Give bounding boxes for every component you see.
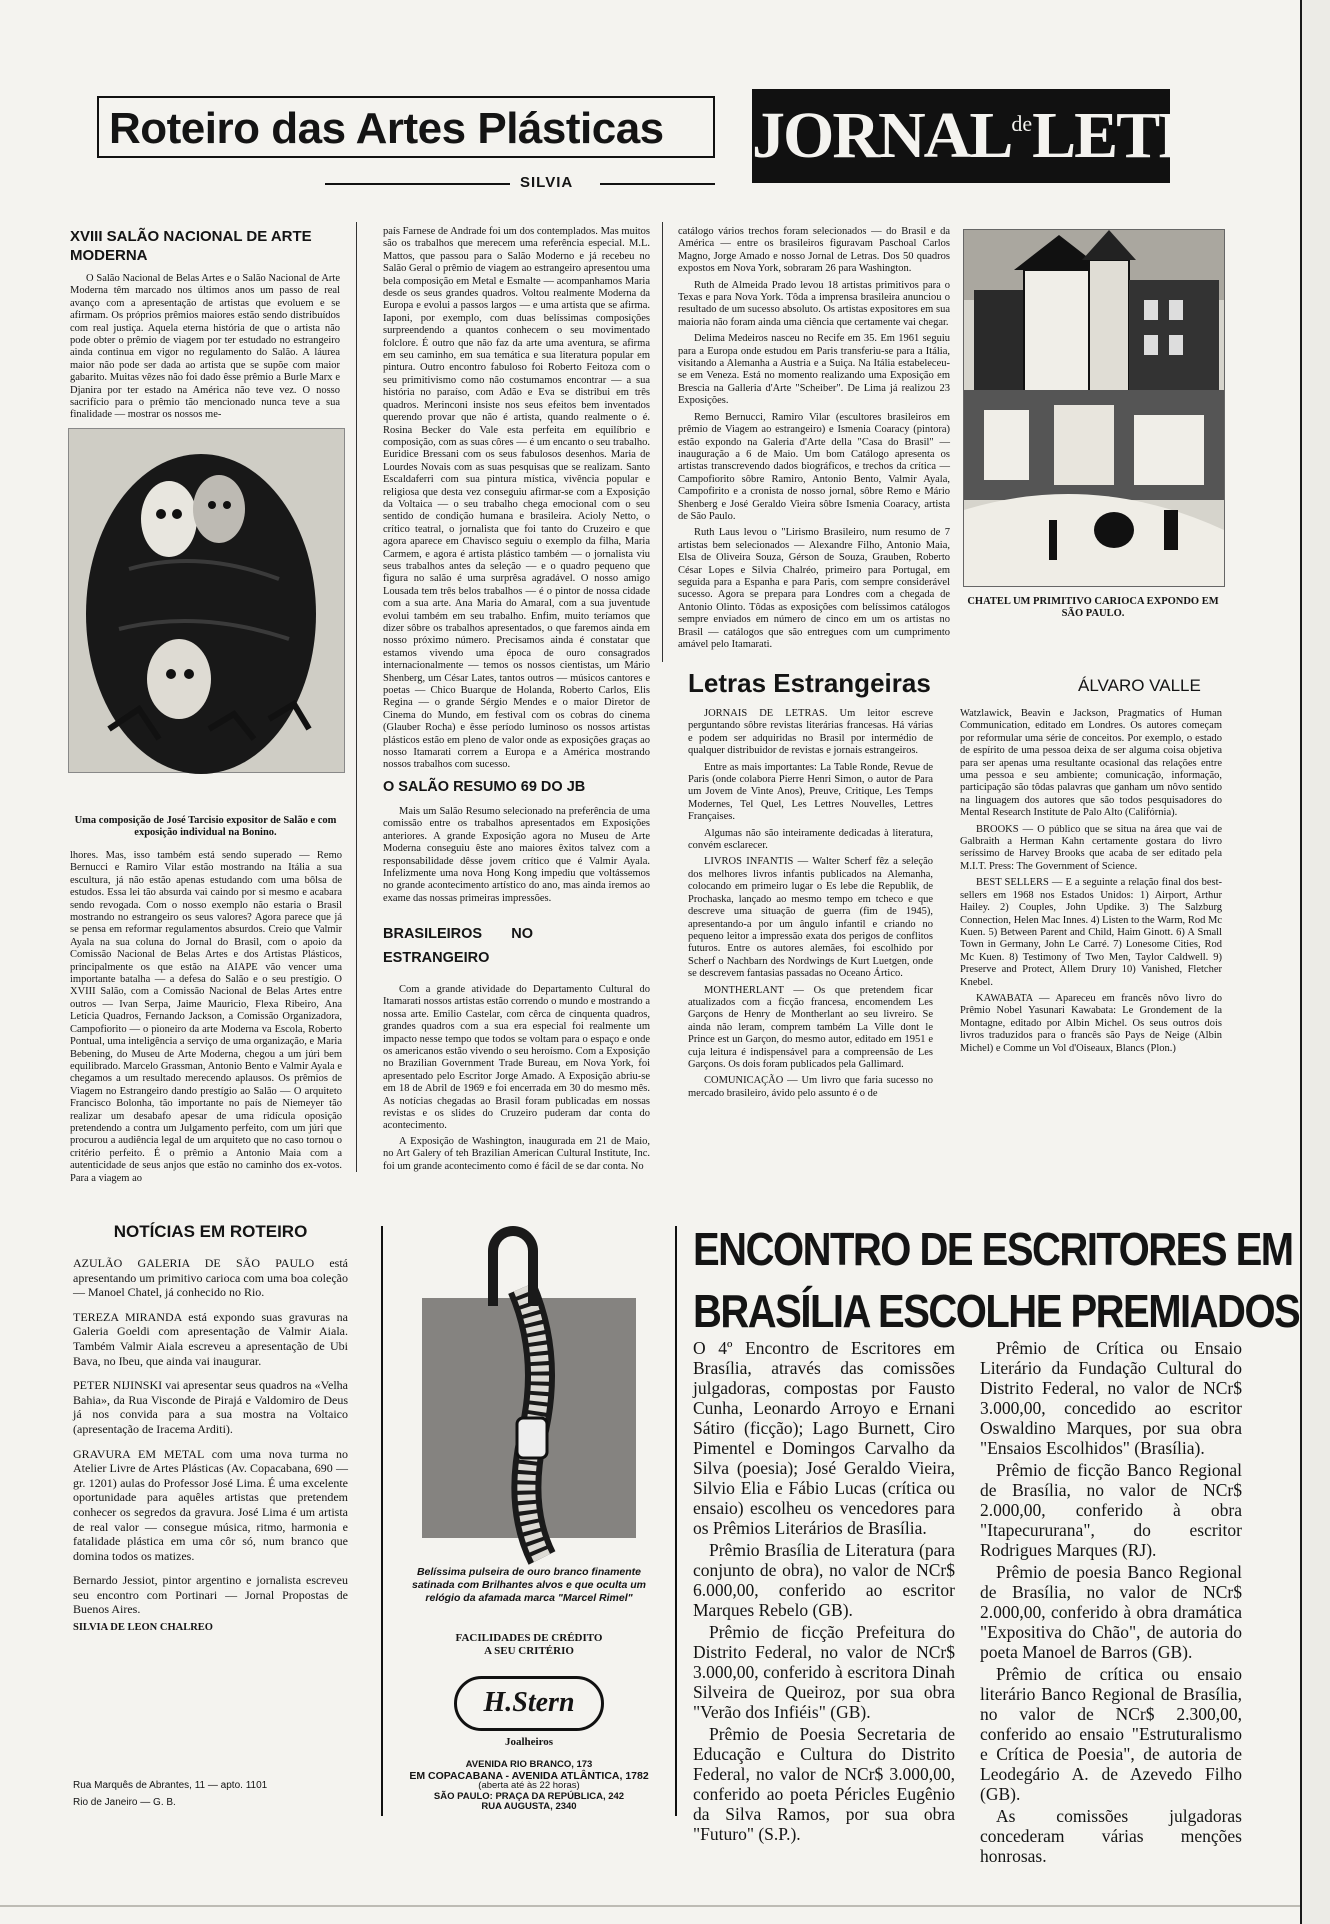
masthead-jornal: JORNAL [752, 99, 1012, 172]
letras-right [960, 708, 1222, 1174]
byline: SILVIA [520, 174, 574, 191]
letras-title: Letras Estrangeiras [688, 668, 931, 698]
col3-p5: Ruth Laus levou o "Lirismo Brasileiro, num resumo de 7 artistas bem selecionados — Alexandre Filho, Antonio Maia, Elsa de Oliveira Souza, Gérson de Souza, Grauben, Roberto César Lopes e Silvia Chalréo, primeiro para Portugal, em seguida para a Espanha e para Paris, com sempre considerável sucesso. Agora se prepara para Londres com a chegada de Antonio Olinto. Tôdas as exposições com belíssimos catálogos sempre enviados em número de cinco em um os artistas no Brasil — catálogos que são entregues com um cumprimento amável pelo Itamarati. [678, 527, 950, 650]
col1-bottom [70, 850, 342, 1184]
col3-p3: Delima Medeiros nasceu no Recife em 35. Em 1961 seguiu para a Europa onde estudou em Paris transferiu-se para a Itália, visitando a Alemanha a Austria e a Suiça. Na Itália estabeleceu-se em Veneza. Está no momento realizando uma Exposição em Brescia na Galleria d'Arte "Scheiber". De Lima já realizou 23 Exposições. [678, 333, 950, 407]
col1-top [70, 227, 340, 425]
bracelet-top-icon [488, 1226, 538, 1306]
hstern-sub: Joalheiros [504, 1736, 554, 1748]
byline-rule-left [325, 183, 510, 185]
resumo-headline: O SALÃO RESUMO 69 DO JB [383, 779, 586, 795]
encontro-left [693, 1338, 955, 1844]
noticias-signature: SILVIA DE LEON CHALREO [73, 1622, 213, 1634]
section-title: Roteiro das Artes Plásticas [109, 104, 664, 153]
noticias-section [73, 1222, 348, 1808]
encontro-left-p1: O 4º Encontro de Escritores em Brasília, através das comissões julgadoras, compostas por Fausto Cunha, Leonardo Arroyo e Ernani Sátiro (ficção); Lago Burnett, Ciro Pimentel e Domingos Carvalho da Silva (poesia); José Geraldo Vieira, Silvio Elia e Fábio Lucas (crítica ou ensaio) escolheu os vencedores para os Prêmios Literários de Brasília. [693, 1338, 955, 1538]
noticias-item-2: TEREZA MIRANDA está expondo suas gravuras na Galeria Goeldi com apresentação de Valmir Aiala. Também Valmir Aiala escreveu a apresentação de Ubi Bava, no Ibeu, que ainda vai inaugurar. [73, 1309, 348, 1368]
encontro-right-p5: As comissões julgadoras concederam várias menções honrosas. [980, 1806, 1242, 1866]
letras-left-p6: COMUNICAÇÃO — Um livro que faria sucesso no mercado brasileiro, ávido pelo assunto é o de [688, 1075, 933, 1099]
col2-p4: A Exposição de Washington, inaugurada em 21 de Maio, no Art Galery of teh Brazilian American Cultural Institute, Inc. foi um grande acontecimento como é fácil de se dar conta. No [383, 1136, 650, 1172]
chatel-image [963, 229, 1225, 587]
hstern-brand: H.Stern [483, 1687, 575, 1718]
ad-addr-1: AVENIDA RIO BRANCO, 173 [465, 1759, 593, 1770]
letras-section [688, 668, 1228, 1174]
letras-left [688, 708, 933, 1174]
noticias-title: NOTÍCIAS EM ROTEIRO [113, 1222, 308, 1241]
salao-p1: O Salão Nacional de Belas Artes e o Salão Nacional de Arte Moderna têm marcado nos últimos anos um passo de real avanço com a apresentação de artistas que evoluem e se afirmam. Os próprios prêmios maiores estão sendo distribuídos com real justiça. Aquela eterna história de que o artista não pode obter o prêmio de viagem por ter estudado no estrangeiro ainda continua em vigor no regulamento do Salão. A láurea maior não pode ser dada ao artista que se supõe com maior gabarito. Muitas vêzes não foi dado êsse prêmio a Burle Marx e Djanira por ter estado na América não teve vez. O nosso sacrifício para o prêmio tão mencionado nunca teve a sua finalidade — mostrar os nossos me- [70, 273, 340, 421]
encontro-right-p1: Prêmio de Crítica ou Ensaio Literário da Fundação Cultural do Distrito Federal, no valor de NCr$ 3.000,00, concedido ao escritor Oswaldino Marques, por sua obra "Ensaios Escolhidos" (Brasília). [980, 1338, 1242, 1458]
ad-addr-4: SÃO PAULO: PRAÇA DA REPÚBLICA, 242 [433, 1790, 625, 1802]
hstern-logo [454, 1676, 604, 1731]
ad-addr-2: EM COPACABANA - AVENIDA ATLÂNTICA, 1782 [409, 1769, 649, 1782]
bracelet-watch-icon [422, 1298, 636, 1538]
col3-p2: Ruth de Almeida Prado levou 18 artistas primitivos para o Texas e para Nova York. Tôda a imprensa brasileira anunciou o resultado de um sucesso absoluto. Os artistas expositores em sua maioria não foram ainda uma ciência que certamente vai chegar. [678, 279, 950, 328]
letras-right-p4: KAWABATA — Apareceu em francês nôvo livro do Prêmio Nobel Yasunari Kawabata: Le Grondement de la Montagne, editado por Albin Michel. Os seus outros dois livros traduzidos para o francês são Pays de Neige (Albin Michel) e Comme un Vol d'Oiseaux, Blancs (Plon.) [960, 992, 1222, 1054]
ad-credit-1: FACILIDADES DE CRÉDITO [455, 1632, 603, 1644]
encontro-headline-1: ENCONTRO DE ESCRITORES EM [693, 1224, 1293, 1276]
salao-intro [70, 273, 340, 421]
col2 [383, 226, 650, 1192]
byline-rule-right [600, 183, 715, 185]
tarcisio-artwork [69, 429, 344, 772]
masthead-de: de [1011, 111, 1033, 136]
noticias-item-3: PETER NIJINSKI vai apresentar seus quadros na «Velha Bahia», da Rua Visconde de Pirajá e Valdomiro de Deus já nos convida para a sua mostra na Voltaico (apresentação de Iracema Arditi). [73, 1378, 348, 1436]
tarcisio-image [68, 428, 345, 773]
col2-p1: país Farnese de Andrade foi um dos contemplados. Mas muitos são os trabalhos que merecem uma referência especial. M.L. Mattos, que passou para o Salão Moderno e já recebeu no Salão Geral o prêmio de viagem ao estrangeiro apresentou uma bela composição em Metal e Esmalte — acompanhamos Maria desde os seus grandes quadros. Voltou realmente Moderna da Europa e evolui a passos largos — e uma artista que se afirma. Iaponi, por exemplo, com duas belíssimas composições surpreendendo a quantos conhecem o seu movimentado folclore. É outro que não faz da arte uma aventura, se afirma em seu caminho, em sua temática e sua literatura popular em pintura. Outro encontro fabuloso foi Roberto Feitoza com o seu primitivismo como não costumamos encontrar — a sua história no paraíso, com Adão e Eva se distribui em três quadros. Merinconi insiste nos seus efeitos bem inventados querendo provar que não é artista, quando realmente o é. Rosina Becker do Vale esta perfeita em equilíbrio e composição, com as suas côres — é um encanto o seu trabalho. Euridice Bressani com os seus fabulosos desenhos. Maria de Lourdes Novais com as suas pesquisas que se realizam. Santo Escaldaferri com sua pintura mística, vivência popular e religiosa que desta vez conseguiu afirmar-se com a Exposição da Voltaica — o seu trabalho chega emocional com o seu sentido de condição humana e brasileira. Acioly Netto, o crítico teatral, o jornalista que foi tanto do Cruzeiro e que agora aparece em Chavisco seguiu o exemplo da filha, Maria Carmem, e agora é artista plástico também — o jornalista viu seus trabalhos antes da seleção — e o quadro pequeno que figura no salão é uma surprêsa agradável. O nosso amigo Lousada tem três belos trabalhos — é o pintor de nossa cidade com a sua arte. Ana Maria do Amaral, com a sua juventude evolui também em seu trabalho. Enfim, muito teríamos que dizer sôbre os trabalhos apresentados, o que faremos ainda em nosso próximo número. Precisamos ainda é constatar que estamos vivendo uma época de ouro consagrados internacionalmente — temos os nossos cientistas, um Mário Shenberg, um César Lates, tantos outros — músicos cantores e poetas — Chico Buarque de Holanda, Roberto Carlos, Elis Regina — o grande Sérgio Mendes e o maior Diretor de Cinema do Mundo, em festival com os cobras do cinema (Glauber Rocha) e êsse período luminoso os nossos artistas plásticos estão em pleno de valor onde as exposições graças ao nosso Itamarati correm a Europa e a América mostrando nossos trabalhos com sucesso. [383, 226, 650, 771]
ad-text-2: satinada com Brilhantes alvos e que oculta um [412, 1579, 646, 1591]
noticias-item-1: AZULÃO GALERIA DE SÃO PAULO está apresentando um primitivo carioca com uma boa coleção — Manoel Chatel, já conhecido no Rio. [73, 1256, 348, 1300]
encontro-left-p4: Prêmio de Poesia Secretaria de Educação e Cultura do Distrito Federal, no valor de NCr$ 3.000,00, conferido ao poeta Péricles Eugênio da Silva Ramos, por sua obra "Futuro" (S.P.). [693, 1724, 955, 1844]
encontro-left-p3: Prêmio de ficção Prefeitura do Distrito Federal, no valor de NCr$ 3.000,00, conferido à escritora Dinah Silveira de Queiroz, por sua obra "Verão dos Infiéis" (GB). [693, 1622, 955, 1722]
chatel-painting [964, 230, 1224, 586]
ad-addr-5: RUA AUGUSTA, 2340 [481, 1801, 577, 1812]
letras-left-p3: Algumas não são inteiramente dedicadas à literatura, convém esclarecer. [688, 827, 933, 852]
masthead-letras: LETRAS [1032, 99, 1285, 172]
col2-p2: Mais um Salão Resumo selecionado na preferência de uma comissão entre os trabalhos apresentados em Exposições anteriores. A grande Exposição agora no Museu de Arte Moderna conseguiu êste ano maiores êxitos talvez com a responsabilidade dêsse jovem crítico que é Valmir Ayala. Infelizmente uma nova Hong Kong impediu que voltássemos no grande acontecimento artístico do ano, mas ainda iremos ao exame das nossas primeiras impressões. [383, 806, 650, 904]
encontro-left-p2: Prêmio Brasília de Literatura (para conjunto de obra), no valor de NCr$ 6.000,00, conferido ao escritor Marques Rebelo (GB). [693, 1540, 955, 1620]
letras-left-p4: LIVROS INFANTIS — Walter Scherf fêz a seleção dos melhores livros infantis publicados na Alemanha, colocando em primeiro lugar o Es lebe die Republik, de Prochaska, lançado ao mesmo tempo em tcheco e que descreve uma situação de guerra (fim de 1945), apresentando-a por um ângulo infantil e criando no pequeno leitor a impressão exata dos perigos de conflitos futuros. Entre os autores alemães, foi escolhido por Scherf o Nachbarn des Nordwings de Kurt Luetgen, onde se descrevem fantasias passadas no Oceano Ártico. [688, 856, 933, 980]
col2-p3: Com a grande atividade do Departamento Cultural do Itamarati nossos artistas estão correndo o mundo e mostrando a nossa arte. Emilio Castelar, com cêrca de cinquenta quadros, grandes quadros com a sua era especial foi realmente um impacto nesse tempo que todos se voltam para o espaço e onde os americanos estão vivendo o seu heroísmo. Com a Exposição no Brazilian Government Trade Bureau, em Nova York, foi apresentado pelo Escritor Jorge Amado. A Exposição abriu-se em 18 de Abril de 1969 e foi encerrada em 30 do mesmo mês. As notícias chegadas ao Brasil foram publicadas em nossas revistas e os slides do Cruzeiro puderam dar conta do acontecimento. [383, 984, 650, 1132]
bottom-edge [0, 1905, 1300, 1907]
col-rule-1 [356, 222, 357, 1172]
encontro-right-p2: Prêmio de ficção Banco Regional de Brasília, no valor de NCr$ 2.000,00, conferido à obra "Itapecururana", do escritor Rodrigues Marques (RJ). [980, 1460, 1242, 1560]
encontro-headline-2: BRASÍLIA ESCOLHE PREMIADOS [693, 1286, 1300, 1338]
col3-p1: catálogo vários trechos foram selecionados — do Brasil e da América — entre os brasileiros figuravam Paschoal Carlos Magno, Jorge Amado e nosso Jornal de Letras. Dos 50 quadros expostos em Nova York, sobraram 26 para Washington. [678, 226, 950, 275]
col3 [678, 226, 950, 660]
letras-right-p1: Watzlawick, Beavin e Jackson, Pragmatics of Human Communication, editado em Londres. Os autores começam por reformular uma série de conceitos. Por exemplo, o estado de espírito de uma pessoa deixa de ser alguma coisa objetiva para ser apenas uma resultante ocasional das relações entre uma pessoa e seu ambiente; comunicação, informação, participação são tôdas palavras que ganham um nôvo sentido na linguagem dos autores que são todos pesquisadores do Mental Research Institute de Palo Alto (Califórnia). [960, 708, 1222, 819]
hstern-ad [381, 1226, 677, 1816]
section-title-box [97, 96, 715, 158]
encontro-section [693, 1222, 1300, 1340]
letras-author: ÁLVARO VALLE [1078, 676, 1201, 695]
ad-credit-2: A SEU CRITÉRIO [484, 1645, 574, 1657]
salao-p2: lhores. Mas, isso também está sendo superado — Remo Bernucci e Ramiro Vilar estão mostrando na Itália a sua escultura, já não estão apenas estudando com uma bôlsa de estudos. Essa lei tão absurda vai caindo por si mesmo e acabara sendo revogada. Com o nosso exemplo não estaria o Brasil mostrando no estrangeiro os seus valores? Agora parece que já se pensa em reformar regulamentos absurdos. Creio que Valmir Ayala na sua coluna do Jornal do Brasil, com o apoio da Comissão Nacional de Belas Artes e dos Artistas Plásticos, principalmente os que estão na AIAPE vão vencer uma importante batalha — a defesa do Salão e o seu prestígio. O XVIII Salão, com a Comissão Nacional de Belas Artes entre outros — Ivan Serpa, Jaime Mauricio, Flexa Ribeiro, Ana Letícia Quadros, Fernando Jackson, a Comissão Organizadora, Campofiorito — o pioneiro da arte Moderna va Escola, Roberto Pontual, uma inteligência a serviço de uma organização, e Maria Bebening, do Museu de Arte Moderna, chegou a um júri bem equilibrado. Marcelo Grassman, Antonio Bento e Valmir Ayala e chegamos a um resultado merecendo aplausos. Os prêmios de Viagem no Estrangeiro dando prestígio ao Salão — O arquiteto Francisco Bolonha, tão importante no país de Niemeyer tão realizar um desabafo apesar de uma ridícula oposição pretendendo a contra um Julgamento perfeito, com um júri que procurou a audiência legal de um arquiteto que no caso tornou o critério perfeito. É o prêmio a Antonio Maia com a autenticidade de seus anjos que estão no caminho dos ex-votos. Para a viagem ao [70, 850, 342, 1184]
ad-addr-3: (aberta até às 22 horas) [478, 1780, 580, 1791]
letras-right-p2: BROOKS — O público que se situa na área que vai de Galbraith a Herman Kahn certamente gostara do livro seríssimo de Harvey Brooks que acaba de ser editado pela M.I.T. Press: The Government of Science. [960, 823, 1222, 872]
salao-headline: XVIII SALÃO NACIONAL DE ARTE MODERNA [70, 228, 312, 264]
ad-photo [422, 1298, 636, 1538]
tarcisio-caption: Uma composição de José Tarcisio expositor de Salão e com exposição individual na Bonino. [74, 815, 337, 838]
ad-text-1: Belíssima pulseira de ouro branco finamente [416, 1566, 642, 1578]
brasileiros-headline: BRASILEIROS NO ESTRANGEIRO [383, 926, 533, 966]
encontro-right-p4: Prêmio de crítica ou ensaio literário Banco Regional de Brasília, no valor de NCr$ 2.300,00, conferido ao ensaio "Estruturalismo e Crítica de Poesia", de autoria de Leodegário A. de Azevedo Filho (GB). [980, 1664, 1242, 1804]
letras-left-p1: JORNAIS DE LETRAS. Um leitor escreve perguntando sôbre revistas literárias francesas. Há várias e podem ser adquiridas no Brasil por intermédio de qualquer distribuidor de revistas e jornais estrangeiros. [688, 708, 933, 757]
col-rule-2 [662, 222, 663, 662]
noticias-item-4: GRAVURA EM METAL com uma nova turma no Atelier Livre de Artes Plásticas (Av. Copacabana, 690 — gr. 1201) aulas do Professor José Lima. É uma excelente oportunidade para aquêles artistas que pretendem conhecer os segredos da gravura. José Lima é um artista de real valor — consegue música, ritmo, harmonia e fatalidade plástica em uma côr só, num branco que domina todos os matizes. [73, 1446, 348, 1563]
letras-left-p5: MONTHERLANT — Os que pretendem ficar atualizados com a ficção francesa, encomendem Les Garçons de Henry de Montherlant ao seu livreiro. Se ainda não leram, comprem também La Ville dont le Prince est un Garçon, do mesmo autor, editado em 1951 e cuja leitura é indispensável para a compreensão de Les Garçons. Os dois foram publicados pela Gallimard. [688, 984, 933, 1070]
ad-text-3: relógio da afamada marca "Marcel Rimel" [425, 1592, 633, 1604]
encontro-right-p3: Prêmio de poesia Banco Regional de Brasília, no valor de NCr$ 2.000,00, conferido à obra dramática "Expositiva do Chão", de autoria do poeta Manoel de Barros (GB). [980, 1562, 1242, 1662]
col3-p4: Remo Bernucci, Ramiro Vilar (escultores brasileiros em prêmio de Viagem ao estrangeiro) e Ismenia Coaracy (pintora) estão expondo na Galeria d'Arte della "Casa do Brasil" — inauguração a 6 de Maio. Um bom Catálogo apresenta os artistas transcrevendo dados biográficos, e trechos da crítica — Campofiorito sôbre Ramiro, Antonio Bento, Valmir Ayala, Campofirito e a cronista de nosso jornal, sôbre Remo e Mário Shenberg e José Geraldo Vieira sôbre Ismenia Coaracy, artista de São Paulo. [678, 411, 950, 522]
noticias-body [73, 1256, 348, 1766]
noticias-item-5: Bernardo Jessiot, pintor argentino e jornalista escreveu seu encontro com Portinari — Jornal Propostas de Buenos Aires. [73, 1573, 348, 1617]
letras-right-p3: BEST SELLERS — E a seguinte a relação final dos best-sellers em 1968 nos Estados Unidos: 1) Airport, Arthur Hailey. 2) Couples, John Updike. 3) The Salzburg Connection, Helen Mac Innes. 4) Listen to the Warm, Rod Mc Kuen. 5) Between Parent and Child, Haim Ginott. 6) A Small Town in Germany, John Le Carré. 7) Lonesome Cities, Rod Mc Kuen. 8) Testimony of Two Men, Taylor Caldwell. 9) Preserve and Protect, Allem Drury 10) Vanished, Fletcher Knebel. [960, 877, 1222, 988]
letras-left-p2: Entre as mais importantes: La Table Ronde, Revue de Paris (onde colabora Pierre Henri Simon, o autor de Para um Jovem de Vinte Anos), Preuve, Critique, Les Temps Modernes, Tel Quel, Les Lettres Nouvelles, Lettres Françaises. [688, 761, 933, 823]
masthead [752, 89, 1285, 183]
chatel-caption: CHATEL UM PRIMITIVO CARIOCA EXPONDO EM SÃO PAULO. [967, 596, 1219, 619]
encontro-right [980, 1338, 1242, 1866]
noticias-address-1: Rua Marquês de Abrantes, 11 — apto. 1101 [73, 1780, 268, 1791]
noticias-address-2: Rio de Janeiro — G. B. [73, 1797, 176, 1808]
